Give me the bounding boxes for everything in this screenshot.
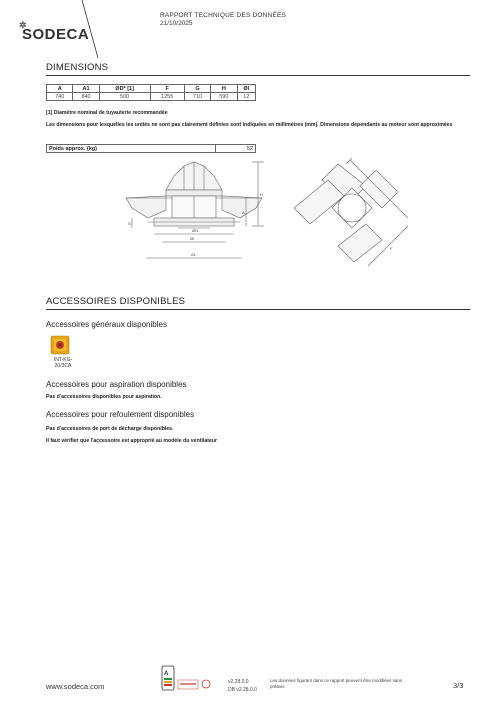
report-title: RAPPORT TECHNIQUE DES DONNÉES [160,12,287,19]
switch-accessory-icon[interactable] [50,334,70,356]
dimensions-heading: DIMENSIONS [46,62,109,73]
weight-table [46,144,256,153]
col-header: G [184,85,210,93]
accessories-rule [46,309,470,310]
discharge-accessories-text: Pas d'accessoires de port de décharge disponibles. [46,426,174,432]
dim-label-a1: A1 [191,252,196,257]
col-header: A1 [73,85,99,93]
table-cell: 500 [99,93,150,101]
col-header: ØI [237,85,255,93]
general-accessories-title: Accessoires généraux disponibles [46,320,167,329]
table-cell: 840 [73,93,99,101]
dim-label-h: H [260,192,263,197]
dim-label-a: A [242,210,245,215]
table-cell: 740 [47,93,73,101]
weight-label: Poids approx. (kg) [47,145,216,153]
certification-badges [160,664,220,694]
accessory-label[interactable]: INT-KG-20/3CA [53,357,73,369]
diameter-footnote: [1] Diamètre nominal de tuyauterie recommandée [46,110,168,116]
weight-row [47,145,256,153]
dim-label-d: ØD [192,228,198,233]
discharge-accessories-title: Accessoires pour refoulement disponibles [46,410,195,419]
dimensions-table [46,84,256,101]
report-date: 21/10/2025 [160,20,193,27]
accessories-heading: ACCESSOIRES DISPONIBLES [46,296,186,307]
svg-text:A: A [164,671,169,677]
suction-accessories-text: Pas d'accessoires disponibles pour aspiration. [46,394,162,400]
technical-drawing [118,158,408,273]
dimensions-value-row [47,93,256,101]
table-cell: 12 [237,93,255,101]
dimensions-note: Les dimensions pour lesquelles les unités ne sont pas clairement définies sont indiquées en millimètres (mm). Dimensions dépendants au moteur sont approximées [46,122,453,128]
cert-seal-icon [202,680,210,688]
logo-text: SODECA [22,26,90,43]
col-header: F [150,85,184,93]
table-cell: 710 [184,93,210,101]
weight-value: 52 [216,145,256,153]
dim-label-g: G [128,221,132,226]
logo-star-icon: ✲ [19,20,28,30]
dim-label-i: ØI [190,236,195,241]
table-cell: 590 [211,93,237,101]
col-header: ØD* [1] [99,85,150,93]
version-info [228,678,257,694]
dimensions-rule [46,75,470,76]
db-version: DB v2.28.0.0 [228,687,257,693]
table-cell: 1255 [150,93,184,101]
dim-label-f: F [390,246,393,251]
dimensions-header-row [47,85,256,93]
col-header: A [47,85,73,93]
footer-disclaimer: Les données figurant dans ce rapport peuvent être modifiées sans préavis [270,678,403,689]
website-link[interactable]: www.sodeca.com [46,682,105,691]
suction-accessories-title: Accessoires pour aspiration disponibles [46,380,187,389]
sodeca-logo [19,20,90,43]
compatibility-warning: Il faut vérifier que l'accessoire est approprié au modèle du ventilateur [46,438,218,444]
page-number: 3/3 [453,681,464,690]
app-version: v2.28.0.0 [228,679,249,685]
col-header: H [211,85,237,93]
